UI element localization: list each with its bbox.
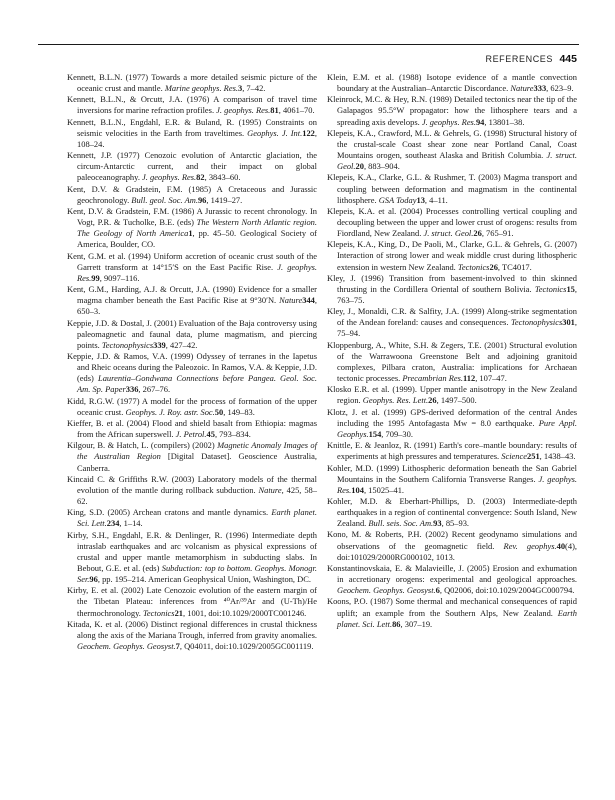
reference-post: , 650–3. [77,295,317,317]
reference-post: , 3843–60. [204,172,241,183]
reference-pre: Kennett, B.L.N., & Orcutt, J.A. (1976) A comparison of travel time inversions for marine refraction profiles. [67,94,317,116]
reference-vol: 154 [368,428,382,439]
reference-post: , 9097–116. [99,272,140,283]
reference-entry [67,440,317,473]
reference-entry [327,306,577,339]
reference-pre: Knittle, E. & Jeanloz, R. (1991) Earth's core–mantle boundary: results of experiments at high pressures and temperatures. [327,440,577,462]
reference-vol: 26 [489,261,498,272]
reference-post: , 7–42. [242,83,266,94]
reference-pre: Kidd, R.G.W. (1977) A model for the process of formation of the upper oceanic crust. [67,395,317,417]
reference-post: , 425, 58–62. [77,484,317,506]
page-number: 445 [559,53,577,65]
reference-pre: Keppie, J.D. & Dostal, J. (2001) Evaluation of the Baja controversy using paleomagnetic and faunal data, plume magmatism, and piercing points. [67,317,317,350]
reference-pre: Kirby, S.H., Engdahl, E.R. & Denlinger, R. (1996) Intermediate depth intraslab earthquakes and arc volcanism as physical expressions of crustal and upper mantle metamorphism in subducting slabs. In Bebout, G.E. et al. (eds) [67,529,317,573]
reference-pre: Kleinrock, M.C. & Hey, R.N. (1989) Detailed tectonics near the tip of the Galapagos 95.5°W propagator: how the lithosphere tears and a spreading axis develops. [327,94,577,127]
reference-entry [327,239,577,272]
reference-entry [327,94,577,127]
reference-post: , pp. 195–214. American Geophysical Union, Washington, DC. [97,574,311,585]
reference-post: , 149–83. [223,406,255,417]
reference-journal: Precambrian Res. [402,373,463,384]
reference-pre: Kley, J. (1996) Transition from basement-involved to thin skinned thrusting in the Cordillera Oriental of southern Bolivia. [327,272,577,294]
reference-post: , 4–11. [424,194,448,205]
reference-vol: 93 [433,518,442,529]
reference-pre: Kohler, M.D. & Eberhart-Phillips, D. (2003) Intermediate-depth earthquakes in a region of continental convergence: South Island, New Zealand. [327,496,577,529]
reference-entry [67,117,317,150]
reference-vol: 251 [527,451,540,462]
reference-entry [67,530,317,585]
reference-pre: Klepeis, K.A. et al. (2004) Processes controlling vertical coupling and decoupling between the upper and lower crust of orogens: results from Fiordland, New Zealand. [327,205,577,239]
reference-pre: Klotz, J. et al. (1999) GPS-derived deformation of the central Andes including the 1995 Antofagasta Mw = 8.0 earthquake. [327,406,577,428]
reference-entry [67,72,317,94]
reference-pre: Klosko E.R. et al. (1999). Upper mantle anisotropy in the New Zealand region. [327,384,577,406]
reference-journal: Tectonophysics [510,317,563,328]
reference-vol: 96 [197,194,207,205]
reference-vol: 40 [556,540,566,551]
reference-vol: 104 [351,484,364,495]
reference-pre: Kent, D.V. & Gradstein, F.M. (1985) A Cretaceous and Jurassic geochronology. [67,183,317,205]
reference-journal: J. Petrol. [175,429,207,440]
reference-post: , 709–30. [381,428,413,439]
reference-entry [67,619,317,652]
reference-pre: Kennett, B.L.N. (1977) Towards a more detailed seismic picture of the oceanic crust and mantle. [67,72,317,94]
reference-vol: 339 [153,339,166,350]
reference-post: , 623–9. [546,83,574,94]
reference-journal: Geochem. Geophys. Geosyst. [77,640,176,651]
reference-post: , 108–24. [77,127,317,149]
reference-entry [67,206,317,250]
reference-entry [327,496,577,529]
reference-post: , 1497–500. [436,395,477,406]
reference-entry [67,396,317,418]
reference-post: (4), doi:101029/2000RG000102, 1013. [337,540,577,562]
reference-entry [327,563,577,596]
reference-vol: 344 [302,295,315,306]
reference-journal: Pure Appl. Geophys. [337,417,578,439]
reference-journal: Geophys. J. Int. [247,127,303,138]
reference-post: , 793–834. [214,429,251,440]
reference-pre: Klepeis, K.A., Clarke, G.L. & Rushmer, T. (2003) Magma transport and coupling between deformation and magmatism in the continental lithosphere. [327,172,577,205]
reference-entry [67,474,317,507]
reference-pre: Kent, G.M., Harding, A.J. & Orcutt, J.A. (1990) Evidence for a smaller magma chamber beneath the East Pacific Rise at 9°30′N. [67,284,317,306]
reference-pre: Kono, M. & Roberts, P.H. (2002) Recent geodynamo simulations and observations of the geomagnetic field. [327,529,577,551]
reference-journal: J. geophys. Res. [77,261,317,283]
reference-vol: 81 [270,105,279,116]
reference-entry [67,94,317,116]
reference-pre: Kohler, M.D. (1999) Lithospheric deformation beneath the San Gabriel Mountains in the Southern California Transverse Ranges. [327,462,577,484]
reference-vol: 333 [533,83,547,94]
reference-pre: Kincaid C. & Griffiths R.W. (2003) Laboratory models of the thermal evolution of the mantle during rollback subduction. [67,473,317,495]
reference-journal: Rev. geophys. [503,540,557,551]
reference-vol: 6 [435,585,440,596]
reference-post: , 1–14. [119,518,143,529]
reference-entry [67,585,317,618]
reference-journal: Geophys. Res. Lett. [362,395,429,406]
reference-post: , 15025–41. [363,484,405,495]
reference-post: , 883–904. [363,161,400,172]
reference-journal: Tectonics [534,283,567,294]
reference-pre: Kent, G.M. et al. (1994) Uniform accretion of oceanic crust south of the Garrett transform at 14°15′S on the East Pacific Rise. [67,250,317,272]
reference-pre: Klein, E.M. et al. (1988) Isotope evidence of a mantle convection boundary at the Australian–Antarctic Discordance. [327,72,577,94]
reference-pre: Kirby, E. et al. (2002) Late Cenozoic evolution of the eastern margin of the Tibetan Plateau: inferences from ⁴⁰Ar/³⁹Ar and (U-Th)/He thermochronology. [67,585,317,618]
reference-entry [327,384,577,406]
reference-post: , 1438–43. [539,451,576,462]
reference-vol: 94 [475,116,485,127]
reference-vol: 122 [302,127,315,138]
reference-vol: 1 [188,228,193,239]
reference-post: , 307–19. [400,618,433,629]
reference-post: , 13801–38. [484,116,525,127]
reference-entry [327,407,577,440]
reference-vol: 15 [566,283,575,294]
reference-entry [67,507,317,529]
reference-entry [67,184,317,206]
reference-journal: J. struct. Geol. [423,228,474,239]
reference-pre: Kennett, J.P. (1977) Cenozoic evolution of Antarctic glaciation, the circum-Antarctic current, and their impact on global paleoceanography. [67,150,317,183]
reference-entry [67,418,317,440]
reference-post: , 107–47. [475,373,507,384]
reference-journal: J. geophys. Res. [142,172,197,183]
reference-vol: 301 [562,317,575,328]
reference-journal: Earth planet. Sci. Lett. [337,607,577,629]
reference-journal: Nature [279,295,303,306]
reference-journal: Science [501,451,528,462]
reference-vol: 7 [175,640,180,651]
reference-vol: 82 [196,172,205,183]
reference-vol: 50 [214,406,224,417]
reference-pre: Keppie, J.D. & Ramos, V.A. (1999) Odyssey of terranes in the Iapetus and Rheic oceans during the Paleozoic. In Ramos, V.A. & Keppie, J.D. (eds) [67,351,317,384]
reference-pre: Kent, D.V. & Gradstein, F.M. (1986) A Jurassic to recent chronology. In Vogt, P.R. & Tucholke, B.E. (eds) [67,206,317,228]
reference-journal: Earth planet. Sci. Lett. [77,507,318,529]
reference-vol: 45 [206,429,215,440]
reference-entry [327,128,577,172]
reference-pre: Klepeis, K.A., King, D., De Paoli, M., Clarke, G.L. & Gehrels, G. (2007) Interaction of strong lower and weak middle crust during lithospheric extension in western New Zealand. [327,239,577,272]
reference-post: , 763–75. [337,283,577,305]
reference-journal: J. geophys. Res. [337,473,577,495]
reference-post: , Q04011, doi:10.1029/2005GC001119. [179,640,314,651]
reference-pre: Kloppenburg, A., White, S.H. & Zegers, T.E. (2001) Structural evolution of the Warrawoona Greenstone Belt and adjoining granitoid complexes, Pilbara craton, Australia: implications for Archaean tectonic processes. [327,339,577,384]
reference-pre: Kilgour, B. & Hatch, L. (compilers) (2002) [67,440,218,451]
reference-vol: 336 [125,384,139,395]
reference-pre: Kitada, K. et al. (2006) Distinct regional differences in crustal thickness along the axis of the Mariana Trough, inferred from gravity anomalies. [67,618,317,640]
reference-journal: GSA Today [378,194,417,205]
reference-pre: Kley, J., Monaldi, C.R. & Salfity, J.A. (1999) Along-strike segmentation of the Andean foreland: causes and consequences. [327,306,577,328]
reference-entry [327,463,577,496]
reference-vol: 96 [89,574,98,585]
reference-post: , 4061–70. [278,105,315,116]
reference-journal: J. geophys. Res. [216,105,271,116]
reference-journal: Geochem. Geophys. Geosyst. [337,585,436,596]
reference-entry [327,72,577,94]
reference-post: , pp. 45–50. Geological Society of America, Boulder, CO. [77,228,317,250]
left-column [67,72,317,652]
reference-entry [67,318,317,351]
reference-post: , TC4017. [497,261,532,272]
reference-post: , 427–42. [165,339,198,350]
reference-pre: Klepeis, K.A., Crawford, M.L. & Gehrels, G. (1998) Structural history of the crustal-scale Coast shear zone near Portland Canal, Coast Mountains orogen, southeast Alaska and British Columbia. [327,127,577,161]
reference-vol: 99 [91,272,100,283]
reference-pre: Kieffer, B. et al. (2004) Flood and shield basalt from Ethiopia: magmas from the African superswell. [67,417,317,440]
reference-post: , 267–76. [138,384,171,395]
reference-entry [327,440,577,462]
reference-post: , 1001, doi:10.1029/2000TC001246. [183,607,307,618]
reference-post: , 75–94. [337,317,577,339]
reference-pre: Koons, P.O. (1987) Some thermal and mechanical consequences of rapid uplift; an example from the Southern Alps, New Zealand. [327,596,577,618]
reference-post: , Q02006, doi:10.1029/2004GC000794. [439,585,575,596]
reference-journal: Bull. seis. Soc. Am. [368,518,434,529]
reference-journal: Magnetic Anomaly Images of the Australian Region [77,440,317,462]
reference-pre: King, S.D. (2005) Archean cratons and mantle dynamics. [67,507,272,518]
reference-entry [327,596,577,629]
reference-entry [67,251,317,284]
reference-journal: Nature [510,83,534,94]
reference-journal: Tectonics [457,261,490,272]
reference-entry [327,529,577,562]
reference-entry [67,284,317,317]
page-header [0,26,615,65]
right-column [327,72,577,630]
reference-pre: Kennett, B.L.N., Engdahl, E.R. & Buland, R. (1995) Constraints on seismic velocities in the Earth from traveltimes. [67,116,317,138]
reference-journal: J. struct. Geol. [337,150,577,172]
reference-vol: 20 [355,161,364,172]
reference-journal: Marine geophys. Res. [164,83,238,94]
reference-vol: 3 [237,83,243,94]
reference-post: [Digital Dataset]. Geoscience Australia, Canberra. [77,451,318,473]
running-head: REFERENCES [485,54,553,64]
reference-entry [327,340,577,384]
reference-vol: 13 [416,194,425,205]
header-rule [38,44,579,45]
reference-journal: Bull. geol. Soc. Am. [131,194,198,205]
reference-journal: J. geophys. Res. [421,116,476,127]
reference-pre: Konstantinovskaia, E. & Malavieille, J. (2005) Erosion and exhumation in accretionary orogens: experimental and geological approaches. [327,562,577,585]
reference-journal: Tectonophysics [101,339,154,350]
reference-journal: Nature [258,484,282,495]
reference-vol: 86 [392,618,401,629]
reference-journal: Laurentia–Gondwana Connections before Pangea. Geol. Soc. Am. Sp. Paper [77,373,317,395]
reference-entry [67,351,317,395]
reference-vol: 26 [473,228,482,239]
reference-entry [67,150,317,183]
reference-post: , 85–93. [441,518,470,529]
reference-entry [327,172,577,205]
reference-journal: The Western North Atlantic region. The Geology of North America [77,217,318,239]
reference-post: , 1419–27. [206,194,243,205]
reference-vol: 112 [463,373,476,384]
reference-vol: 21 [174,607,183,618]
reference-entry [327,273,577,306]
reference-vol: 26 [428,395,437,406]
reference-journal: Geophys. J. Roy. astr. Soc. [125,406,215,417]
reference-journal: Subduction: top to bottom. Geophys. Monogr. Ser. [77,562,317,585]
reference-journal: Tectonics [143,607,175,618]
reference-post: , 765–91. [481,228,514,239]
reference-entry [327,206,577,239]
reference-vol: 234 [106,518,120,529]
